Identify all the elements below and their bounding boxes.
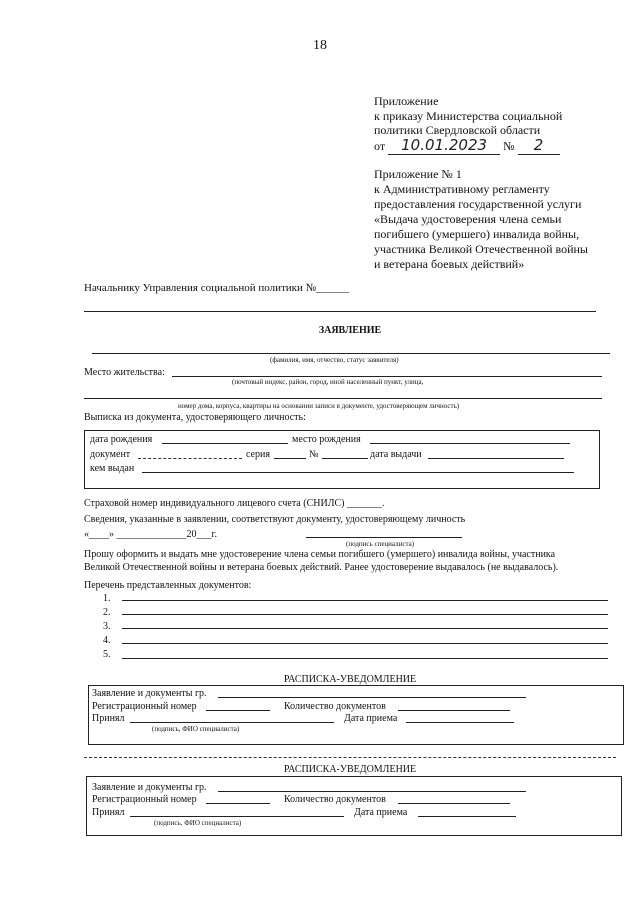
- receipt-1-reg-line[interactable]: [206, 710, 270, 711]
- document-label: документ: [90, 449, 131, 460]
- receipt-1-count-line[interactable]: [398, 710, 510, 711]
- appendix2-line-1: к Административному регламенту: [374, 182, 550, 196]
- receipt-1-accepted-label: Принял: [92, 713, 125, 724]
- receipt-1-count-label: Количество документов: [284, 701, 386, 712]
- receipt-1-title: РАСПИСКА-УВЕДОМЛЕНИЕ: [283, 674, 417, 685]
- issue-date-label: дата выдачи: [370, 449, 422, 460]
- form-title: ЗАЯВЛЕНИЕ: [318, 325, 382, 336]
- receipt-2-date-label: Дата приема: [354, 807, 408, 818]
- docs-item-4-num: 4.: [103, 635, 111, 646]
- receipt-2-applicant-label: Заявление и документы гр.: [92, 782, 207, 793]
- appendix-line-1: к приказу Министерства социальной: [374, 109, 563, 123]
- order-date-row: [374, 136, 560, 155]
- docs-label: Перечень представленных документов:: [84, 580, 252, 591]
- issued-by-label: кем выдан: [90, 463, 135, 474]
- conform-text: Сведения, указанные в заявлении, соответствуют документу, удостоверяющему личность: [84, 514, 466, 525]
- extract-label: Выписка из документа, удостоверяющего личность:: [84, 412, 306, 423]
- snils-text: Страховой номер индивидуального лицевого счета (СНИЛС) _______.: [84, 498, 385, 509]
- appendix2-line-2: предоставления государственной услуги: [374, 197, 582, 211]
- appendix2-line-6: и ветерана боевых действий»: [374, 257, 525, 271]
- order-date: 10.01.2023: [388, 136, 500, 155]
- issued-by-field[interactable]: [142, 472, 574, 473]
- applicant-caption: (фамилия, имя, отчество, статус заявителя): [270, 356, 399, 364]
- receipt-2-accepted-label: Принял: [92, 807, 125, 818]
- date-prefix: от: [374, 139, 386, 153]
- specialist-sign-caption: (подпись специалиста): [346, 540, 415, 548]
- receipt-2-applicant-line[interactable]: [218, 791, 526, 792]
- request-line-2: Великой Отечественной войны и ветерана боевых действий. Ранее удостоверение выдавалось (не выдавалось).: [84, 562, 559, 573]
- issue-date-field[interactable]: [428, 458, 564, 459]
- appendix-line-2: политики Свердловской области: [374, 123, 541, 137]
- residence-caption-2: номер дома, корпуса, квартиры на основании записи в документе, удостоверяющем личность): [178, 402, 460, 410]
- receipt-1-date-line[interactable]: [406, 722, 514, 723]
- receipt-1-applicant-line[interactable]: [218, 697, 526, 698]
- receipt-1-accepted-line[interactable]: [130, 722, 334, 723]
- docs-item-4-line[interactable]: [122, 643, 608, 644]
- docs-item-5-num: 5.: [103, 649, 111, 660]
- residence-line-1[interactable]: [172, 376, 602, 377]
- birth-date-field[interactable]: [162, 443, 288, 444]
- appendix2-line-5: участника Великой Отечественной войны: [374, 242, 588, 256]
- page-number: 18: [313, 38, 327, 53]
- appendix2-line-4: погибшего (умершего) инвалида войны,: [374, 227, 580, 241]
- number-prefix: №: [503, 139, 515, 153]
- addressee-line: [84, 311, 596, 312]
- number-field[interactable]: [322, 458, 368, 459]
- docs-item-3-num: 3.: [103, 621, 111, 632]
- docs-item-2-num: 2.: [103, 607, 111, 618]
- receipt-2-accepted-line[interactable]: [130, 816, 344, 817]
- receipt-2-sign-caption: (подпись, ФИО специалиста): [154, 819, 242, 827]
- receipt-2-reg-label: Регистрационный номер: [92, 794, 197, 805]
- applicant-line[interactable]: [92, 353, 610, 354]
- series-label: серия: [246, 449, 270, 460]
- number-label: №: [309, 449, 319, 460]
- residence-line-2[interactable]: [84, 398, 602, 399]
- docs-item-1-line[interactable]: [122, 600, 608, 601]
- specialist-sign-line[interactable]: [306, 537, 462, 538]
- docs-item-2-line[interactable]: [122, 614, 608, 615]
- date-line[interactable]: «____» ______________20___г.: [84, 529, 217, 540]
- receipt-2-reg-line[interactable]: [206, 803, 270, 804]
- docs-item-1-num: 1.: [103, 593, 111, 604]
- residence-caption-1: (почтовый индекс, район, город, иной населенный пункт, улица,: [232, 378, 424, 386]
- cut-line: [84, 757, 616, 758]
- request-line-1: Прошу оформить и выдать мне удостоверение члена семьи погибшего (умершего) инвалида войны, участника: [84, 549, 556, 560]
- birth-place-field[interactable]: [370, 443, 570, 444]
- docs-item-5-line[interactable]: [122, 658, 608, 659]
- birth-date-label: дата рождения: [90, 434, 153, 445]
- docs-item-3-line[interactable]: [122, 628, 608, 629]
- appendix2-line-3: «Выдача удостоверения члена семьи: [374, 212, 562, 226]
- receipt-1-reg-label: Регистрационный номер: [92, 701, 197, 712]
- addressee: Начальнику Управления социальной политики №______: [84, 282, 350, 294]
- birth-place-label: место рождения: [292, 434, 361, 445]
- receipt-1-applicant-label: Заявление и документы гр.: [92, 688, 207, 699]
- receipt-2-count-line[interactable]: [398, 803, 510, 804]
- residence-label: Место жительства:: [84, 367, 165, 378]
- receipt-1-date-label: Дата приема: [344, 713, 398, 724]
- document-field[interactable]: [138, 458, 242, 459]
- receipt-1-sign-caption: (подпись, ФИО специалиста): [152, 725, 240, 733]
- order-number: 2: [518, 136, 560, 155]
- receipt-2-date-line[interactable]: [418, 816, 516, 817]
- receipt-2-title: РАСПИСКА-УВЕДОМЛЕНИЕ: [283, 764, 417, 775]
- appendix2-title: Приложение № 1: [374, 167, 462, 181]
- receipt-2-count-label: Количество документов: [284, 794, 386, 805]
- appendix-label: Приложение: [374, 94, 439, 108]
- series-field[interactable]: [274, 458, 306, 459]
